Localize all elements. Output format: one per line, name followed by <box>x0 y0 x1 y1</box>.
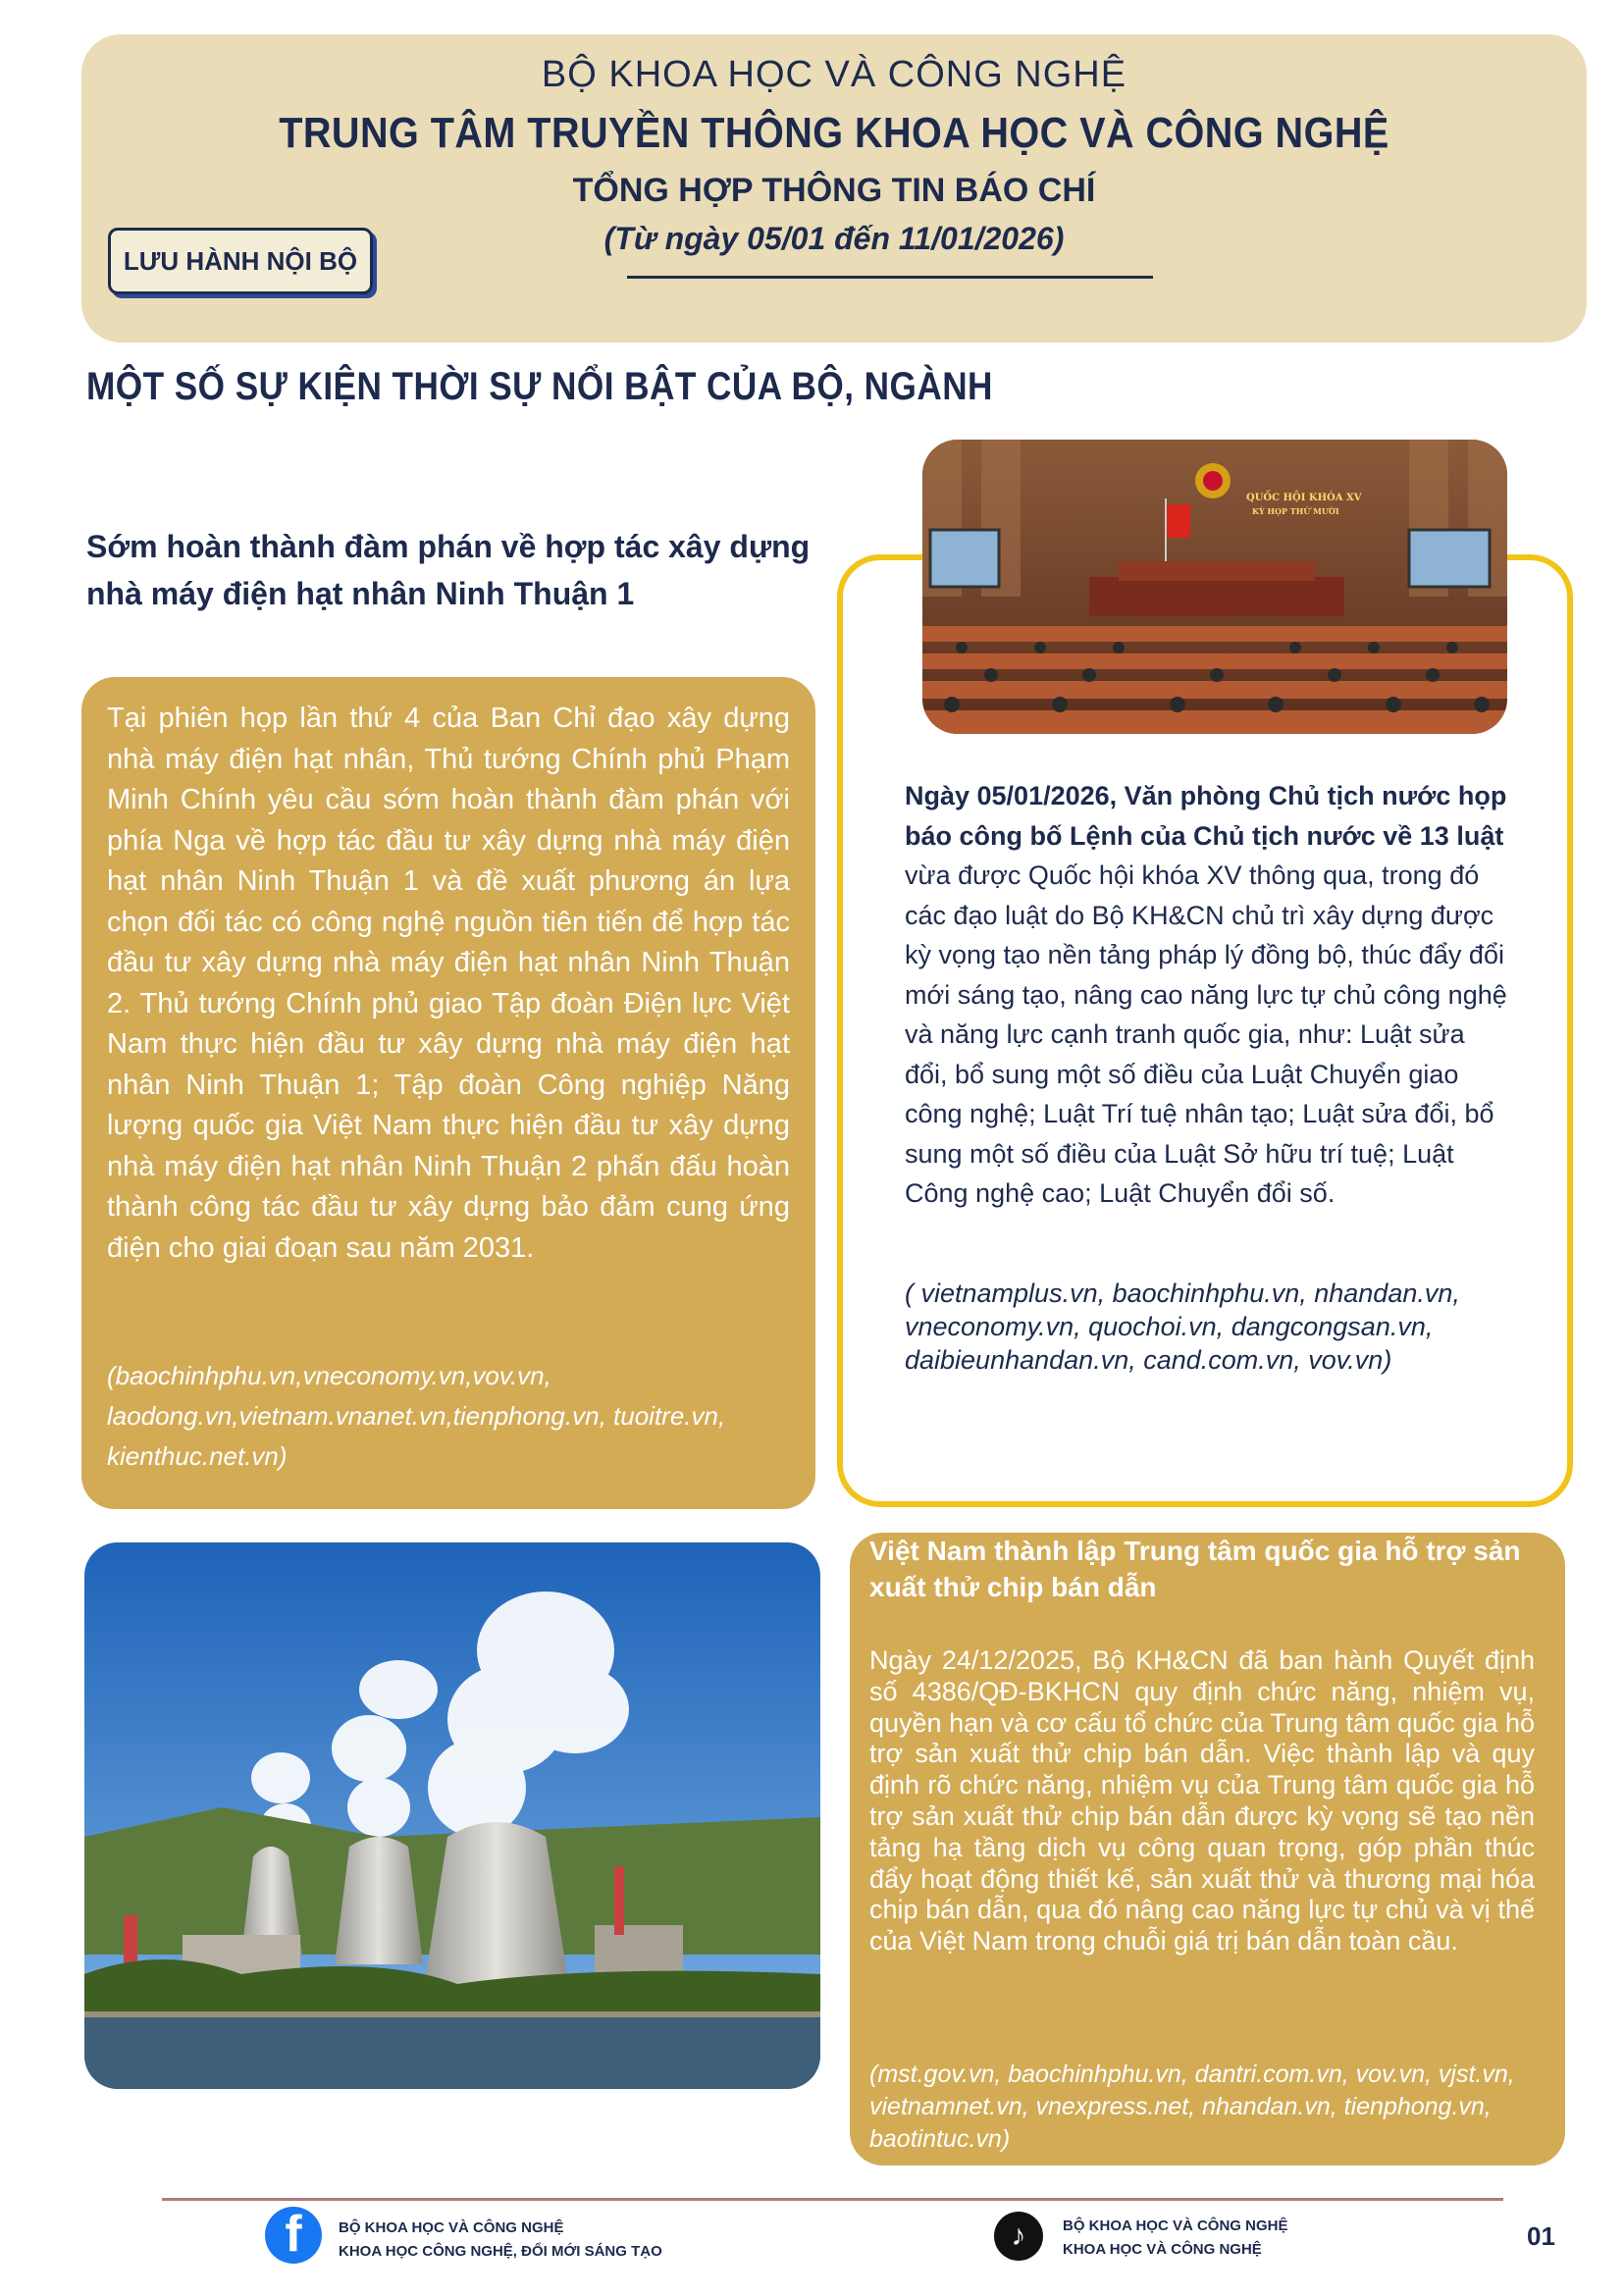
article2-source: ( vietnamplus.vn, baochinhphu.vn, nhandan.vn, vneconomy.vn, quochoi.vn, dangcongsan.vn, daibieunhandan.vn, cand.com.vn, vov.vn) <box>905 1278 1460 1375</box>
facebook-page-tagline: KHOA HỌC CÔNG NGHỆ, ĐỔI MỚI SÁNG TẠO <box>339 2243 662 2260</box>
tiktok-account-name[interactable]: BỘ KHOA HỌC VÀ CÔNG NGHỆ <box>1063 2218 1288 2234</box>
national-assembly-illustration <box>922 440 1507 734</box>
national-assembly-photo <box>922 440 1507 734</box>
ministry-name: BỘ KHOA HỌC VÀ CÔNG NGHỆ <box>541 54 1127 95</box>
article2-body <box>905 776 1513 1214</box>
article3-source: (mst.gov.vn, baochinhphu.vn, dantri.com.vn, vov.vn, vjst.vn, vietnamnet.vn, vnexpress.net, nhandan.vn, tienphong.vn, baotintuc.vn) <box>869 2061 1515 2153</box>
article1-body: Tại phiên họp lần thứ 4 của Ban Chỉ đạo xây dựng nhà máy điện hạt nhân, Thủ tướng Chính phủ Phạm Minh Chính yêu cầu sớm hoàn thành đàm phán với phía Nga về hợp tác đầu tư xây dựng nhà máy điện hạt nhân Ninh Thuận 1 và đề xuất phương án lựa chọn đối tác có công nghệ nguồn tiên tiến để hợp tác đầu tư xây dựng nhà máy điện hạt nhân Ninh Thuận 2. Thủ tướng Chính phủ giao Tập đoàn Điện lực Việt Nam thực hiện đầu tư xây dựng nhà máy điện hạt nhân Ninh Thuận 1; Tập đoàn Công nghiệp Năng lượng quốc gia Việt Nam thực hiện đầu tư xây dựng nhà máy điện hạt nhân Ninh Thuận 2 phấn đấu hoàn thành công tác đầu tư xây dựng bảo đảm cung ứng điện cho giai đoạn sau năm 2031. <box>107 703 790 1264</box>
page-number: 01 <box>1527 2221 1555 2251</box>
center-name: TRUNG TÂM TRUYỀN THÔNG KHOA HỌC VÀ CÔNG NGHỆ <box>279 109 1389 157</box>
photo-banner-line1: QUỐC HỘI KHÓA XV <box>1246 493 1362 503</box>
header-divider <box>627 276 1153 279</box>
article3-body: Ngày 24/12/2025, Bộ KH&CN đã ban hành Quyết định số 4386/QĐ-BKHCN quy định chức năng, nhiệm vụ, quyền hạn và cơ cấu tổ chức của Trung tâm quốc gia hỗ trợ sản xuất thử chip bán dẫn. Việc thành lập và quy định rõ chức năng, nhiệm vụ của Trung tâm quốc gia hỗ trợ sản xuất thử chip bán dẫn được kỳ vọng sẽ tạo nền tảng hạ tầng dịch vụ công quan trọng, góp phần thúc đẩy hoạt động thiết kế, sản xuất thử và thương mại hóa chip bán dẫn, qua đó nâng cao năng lực tự chủ và vị thế của Việt Nam trong chuỗi giá trị bán dẫn toàn cầu. <box>869 1645 1535 1957</box>
photo-banner-line2: KỲ HỌP THỨ MƯỜI <box>1252 506 1339 516</box>
article1-box <box>81 677 815 1509</box>
article2-body-text: vừa được Quốc hội khóa XV thông qua, trong đó các đạo luật do Bộ KH&CN chủ trì xây dựng được kỳ vọng tạo nền tảng pháp lý đồng bộ, thúc đẩy đổi mới sáng tạo, nâng cao năng lực tự chủ công nghệ và năng lực cạnh tranh quốc gia, như: Luật sửa đổi, bổ sung một số điều của Luật Chuyển giao công nghệ; Luật Trí tuệ nhân tạo; Luật sửa đổi, bổ sung một số điều của Luật Sở hữu trí tuệ; Luật Công nghệ cao; Luật Chuyển đổi số. <box>905 861 1507 1208</box>
summary-title: TỔNG HỢP THÔNG TIN BÁO CHÍ <box>572 172 1096 209</box>
section-heading: MỘT SỐ SỰ KIỆN THỜI SỰ NỔI BẬT CỦA BỘ, NGÀNH <box>86 365 993 408</box>
date-range: (Từ ngày 05/01 đến 11/01/2026) <box>603 221 1065 256</box>
article3-title: Việt Nam thành lập Trung tâm quốc gia hỗ trợ sản xuất thử chip bán dẫn <box>869 1536 1521 1602</box>
article2-lead: Ngày 05/01/2026, Văn phòng Chủ tịch nước họp báo công bố Lệnh của Chủ tịch nước về 13 luật <box>905 781 1507 851</box>
internal-circulation-badge: LƯU HÀNH NỘI BỘ <box>108 228 373 294</box>
article1-source: (baochinhphu.vn,vneconomy.vn,vov.vn, laodong.vn,vietnam.vnanet.vn,tienphong.vn, tuoitre.vn, kienthuc.net.vn) <box>107 1361 726 1471</box>
tiktok-icon[interactable]: ♪ <box>994 2212 1043 2261</box>
facebook-icon[interactable]: f <box>265 2207 322 2264</box>
facebook-page-name[interactable]: BỘ KHOA HỌC VÀ CÔNG NGHỆ <box>339 2219 564 2236</box>
header-banner <box>81 34 1587 342</box>
tiktok-account-tagline: KHOA HỌC VÀ CÔNG NGHỆ <box>1063 2241 1262 2258</box>
article1-title: Sớm hoàn thành đàm phán về hợp tác xây dựng nhà máy điện hạt nhân Ninh Thuận 1 <box>86 529 811 611</box>
nuclear-plant-photo <box>84 1542 820 2089</box>
article3-box <box>850 1533 1565 2166</box>
footer-divider <box>162 2198 1503 2201</box>
nuclear-plant-illustration <box>84 1542 820 2089</box>
